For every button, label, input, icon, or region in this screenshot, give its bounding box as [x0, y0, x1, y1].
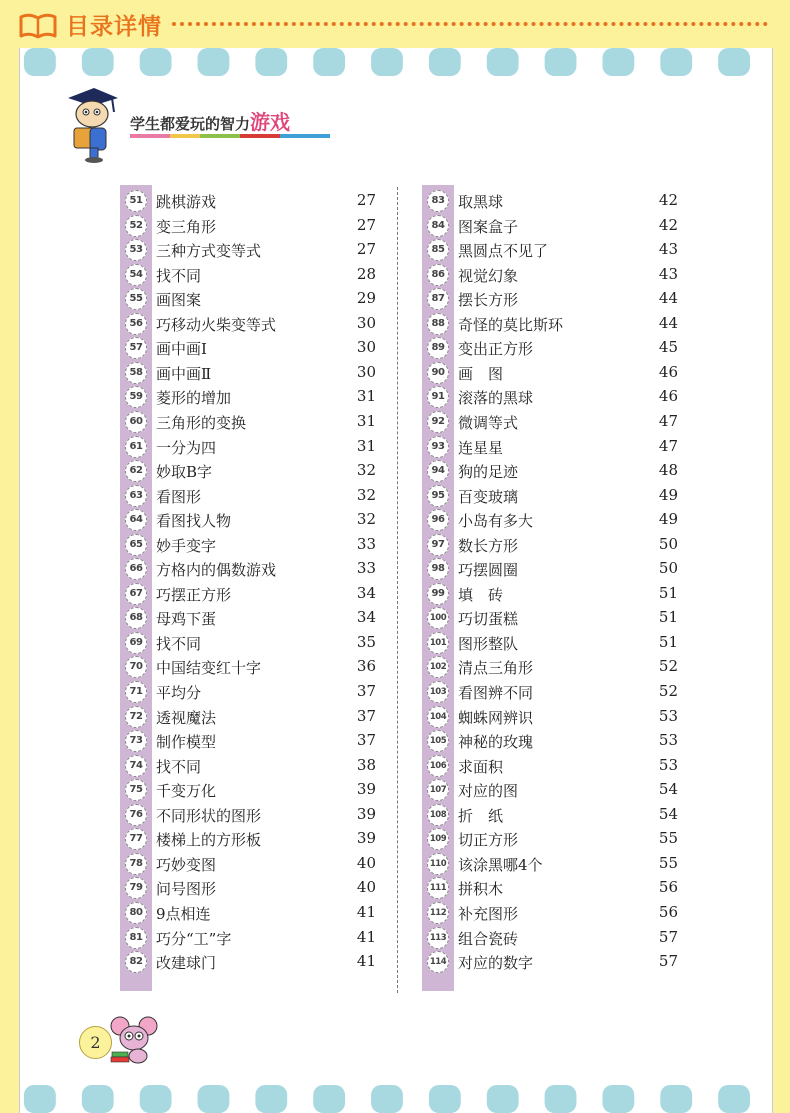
entry-page-number: 41 [356, 927, 376, 946]
toc-entry[interactable] [120, 459, 380, 483]
entry-number-badge: 114 [427, 951, 449, 973]
entry-title: 一分为四 [156, 438, 217, 457]
entry-number-badge: 107 [427, 779, 449, 801]
toc-entry[interactable] [120, 901, 380, 925]
entry-page-number: 47 [658, 411, 678, 430]
toc-entry[interactable] [422, 803, 682, 827]
toc-entry[interactable] [422, 484, 682, 508]
entry-title: 黑圆点不见了 [458, 242, 549, 261]
entry-number-badge: 60 [125, 411, 147, 433]
entry-title: 百变玻璃 [458, 487, 519, 506]
toc-entry[interactable] [120, 557, 380, 581]
entry-page-number: 51 [658, 632, 678, 651]
toc-entry[interactable] [422, 361, 682, 385]
entry-page-number: 55 [658, 829, 678, 848]
entry-page-number: 37 [356, 706, 376, 725]
logo-text-main: 学生都爱玩的智力 [130, 115, 251, 133]
entry-page-number: 27 [356, 191, 376, 209]
entry-number-badge: 92 [427, 411, 449, 433]
entry-page-number: 40 [356, 853, 376, 872]
entry-page-number: 53 [658, 731, 678, 750]
entry-number-badge: 77 [125, 828, 147, 850]
entry-title: 微调等式 [458, 413, 519, 432]
entry-title: 取黑球 [458, 193, 504, 211]
entry-page-number: 30 [356, 313, 376, 332]
entry-number-badge: 68 [125, 607, 147, 629]
entry-number-badge: 88 [427, 313, 449, 335]
header-dotted-rule [172, 22, 768, 26]
toc-entry[interactable] [120, 803, 380, 827]
entry-page-number: 54 [658, 780, 678, 799]
entry-number-badge: 95 [427, 485, 449, 507]
entry-number-badge: 103 [427, 681, 449, 703]
toc-entry[interactable] [120, 705, 380, 729]
entry-page-number: 50 [658, 559, 678, 578]
toc-entry[interactable] [120, 680, 380, 704]
entry-number-badge: 94 [427, 460, 449, 482]
toc-entry[interactable] [422, 287, 682, 311]
entry-page-number: 39 [356, 780, 376, 799]
entry-title: 清点三角形 [458, 659, 534, 678]
entry-title: 求面积 [458, 757, 504, 776]
toc-entry[interactable] [120, 214, 380, 238]
toc-entry[interactable] [422, 263, 682, 287]
entry-page-number: 31 [356, 411, 376, 430]
toc-entry[interactable] [120, 754, 380, 778]
toc-entry[interactable] [422, 214, 682, 238]
entry-title: 透视魔法 [156, 708, 217, 727]
toc-entry[interactable] [120, 926, 380, 950]
content-panel [19, 48, 773, 1113]
entry-page-number: 37 [356, 731, 376, 750]
entry-page-number: 57 [658, 952, 678, 971]
entry-page-number: 43 [658, 240, 678, 259]
entry-title: 画中画Ⅰ [156, 340, 207, 359]
entry-title: 中国结变红十字 [156, 659, 262, 678]
entry-title: 跳棋游戏 [156, 193, 217, 211]
entry-number-badge: 54 [125, 264, 147, 286]
toc-entry[interactable] [422, 189, 682, 213]
toc-entry[interactable] [120, 361, 380, 385]
entry-number-badge: 102 [427, 656, 449, 678]
toc-entry[interactable] [120, 827, 380, 851]
bottom-scallop-border [20, 1081, 772, 1113]
header [0, 0, 790, 48]
entry-number-badge: 97 [427, 534, 449, 556]
toc-entry[interactable] [120, 410, 380, 434]
entry-number-badge: 90 [427, 362, 449, 384]
toc-entry[interactable] [422, 705, 682, 729]
toc-entry[interactable] [422, 680, 682, 704]
entry-number-badge: 72 [125, 706, 147, 728]
entry-number-badge: 62 [125, 460, 147, 482]
entry-number-badge: 65 [125, 534, 147, 556]
entry-number-badge: 56 [125, 313, 147, 335]
toc-entry[interactable] [422, 655, 682, 679]
entry-number-badge: 59 [125, 386, 147, 408]
entry-title: 蜘蛛网辨识 [458, 708, 534, 727]
entry-page-number: 33 [356, 534, 376, 553]
entry-title: 方格内的偶数游戏 [156, 561, 277, 580]
entry-number-badge: 113 [427, 927, 449, 949]
entry-page-number: 27 [356, 240, 376, 259]
entry-page-number: 46 [658, 362, 678, 381]
toc-entry[interactable] [422, 385, 682, 409]
entry-number-badge: 104 [427, 706, 449, 728]
entry-title: 视觉幻象 [458, 266, 519, 285]
entry-number-badge: 108 [427, 804, 449, 826]
mouse-mascot-icon [108, 1014, 160, 1064]
toc-entry[interactable] [422, 435, 682, 459]
entry-page-number: 32 [356, 461, 376, 480]
entry-page-number: 28 [356, 264, 376, 283]
entry-number-badge: 80 [125, 902, 147, 924]
entry-title: 滚落的黑球 [458, 389, 534, 408]
entry-title: 巧分“工”字 [156, 929, 232, 948]
entry-title: 组合瓷砖 [458, 929, 519, 948]
toc-entry[interactable] [422, 533, 682, 557]
entry-number-badge: 91 [427, 386, 449, 408]
entry-number-badge: 76 [125, 804, 147, 826]
entry-number-badge: 86 [427, 264, 449, 286]
entry-page-number: 51 [658, 608, 678, 627]
entry-title: 填 砖 [458, 585, 504, 604]
entry-page-number: 55 [658, 853, 678, 872]
entry-title: 巧移动火柴变等式 [156, 315, 277, 334]
entry-number-badge: 78 [125, 853, 147, 875]
entry-page-number: 53 [658, 706, 678, 725]
entry-page-number: 41 [356, 952, 376, 971]
entry-number-badge: 100 [427, 607, 449, 629]
entry-title: 妙手变字 [156, 536, 217, 555]
entry-title: 妙取B字 [156, 463, 213, 482]
entry-page-number: 53 [658, 755, 678, 774]
entry-page-number: 51 [658, 583, 678, 602]
entry-number-badge: 71 [125, 681, 147, 703]
toc-entry[interactable] [120, 950, 380, 974]
entry-page-number: 42 [658, 191, 678, 209]
toc-entry[interactable] [422, 926, 682, 950]
toc-entry[interactable] [120, 189, 380, 213]
top-scallop-border [20, 48, 772, 80]
toc-entry[interactable] [120, 385, 380, 409]
entry-page-number: 37 [356, 682, 376, 700]
entry-page-number: 49 [658, 510, 678, 529]
entry-page-number: 49 [658, 485, 678, 504]
entry-number-badge: 85 [427, 239, 449, 261]
toc-entry[interactable] [422, 459, 682, 483]
entry-page-number: 34 [356, 583, 376, 602]
entry-page-number: 36 [356, 657, 376, 676]
toc-entry[interactable] [120, 484, 380, 508]
entry-title: 母鸡下蛋 [156, 610, 217, 629]
entry-number-badge: 79 [125, 877, 147, 899]
entry-page-number: 40 [356, 878, 376, 897]
entry-number-badge: 81 [125, 927, 147, 949]
entry-title: 狗的足迹 [458, 463, 519, 482]
entry-page-number: 44 [658, 289, 678, 308]
entry-page-number: 52 [658, 682, 678, 700]
toc-entry[interactable] [120, 508, 380, 532]
entry-page-number: 35 [356, 632, 376, 651]
entry-number-badge: 69 [125, 632, 147, 654]
entry-title: 该涂黑哪4个 [458, 855, 543, 874]
entry-page-number: 34 [356, 608, 376, 627]
toc-entry[interactable] [120, 533, 380, 557]
entry-number-badge: 53 [125, 239, 147, 261]
toc-entry[interactable] [120, 729, 380, 753]
toc-entry[interactable] [120, 852, 380, 876]
entry-number-badge: 84 [427, 215, 449, 237]
entry-page-number: 43 [658, 264, 678, 283]
entry-page-number: 46 [658, 387, 678, 406]
entry-title: 小岛有多大 [458, 512, 534, 531]
entry-title: 找不同 [156, 266, 202, 285]
toc-entry[interactable] [120, 435, 380, 459]
toc-entry[interactable] [120, 876, 380, 900]
entry-title: 连星星 [458, 438, 504, 457]
entry-number-badge: 64 [125, 509, 147, 531]
entry-title: 看图辨不同 [458, 684, 534, 702]
logo-color-bar [130, 134, 330, 138]
toc-entry[interactable] [422, 827, 682, 851]
entry-title: 看图形 [156, 487, 202, 506]
book-logo [60, 84, 320, 194]
entry-page-number: 56 [658, 878, 678, 897]
entry-title: 数长方形 [458, 536, 519, 555]
logo-text [130, 106, 290, 135]
entry-number-badge: 87 [427, 288, 449, 310]
entry-title: 看图找人物 [156, 512, 232, 531]
entry-page-number: 31 [356, 436, 376, 455]
entry-number-badge: 55 [125, 288, 147, 310]
entry-title: 对应的数字 [458, 954, 534, 973]
entry-title: 改建球门 [156, 954, 217, 973]
entry-number-badge: 61 [125, 436, 147, 458]
toc-entry[interactable] [120, 336, 380, 360]
entry-title: 画图案 [156, 291, 202, 310]
entry-page-number: 48 [658, 461, 678, 480]
entry-number-badge: 70 [125, 656, 147, 678]
toc-entry[interactable] [422, 852, 682, 876]
entry-number-badge: 99 [427, 583, 449, 605]
entry-title: 平均分 [156, 684, 202, 702]
entry-title: 奇怪的莫比斯环 [458, 315, 564, 334]
toc-entry[interactable] [120, 606, 380, 630]
toc-entry[interactable] [422, 754, 682, 778]
entry-title: 9点相连 [156, 904, 211, 923]
toc-entry[interactable] [120, 631, 380, 655]
entry-page-number: 31 [356, 387, 376, 406]
toc-entry[interactable] [422, 582, 682, 606]
toc-entry[interactable] [422, 238, 682, 262]
entry-page-number: 32 [356, 510, 376, 529]
toc-entry[interactable] [422, 606, 682, 630]
entry-number-badge: 112 [427, 902, 449, 924]
entry-title: 折 纸 [458, 806, 504, 825]
entry-title: 摆长方形 [458, 291, 519, 310]
entry-page-number: 47 [658, 436, 678, 455]
toc-entry[interactable] [422, 729, 682, 753]
page-number: 2 [79, 1026, 112, 1059]
entry-number-badge: 75 [125, 779, 147, 801]
entry-page-number: 52 [658, 657, 678, 676]
toc-entry[interactable] [120, 582, 380, 606]
toc-entry[interactable] [422, 312, 682, 336]
column-divider [397, 187, 398, 993]
entry-title: 菱形的增加 [156, 389, 232, 408]
entry-page-number: 38 [356, 755, 376, 774]
entry-page-number: 44 [658, 313, 678, 332]
toc-entry[interactable] [120, 238, 380, 262]
toc-entry[interactable] [422, 410, 682, 434]
entry-number-badge: 111 [427, 877, 449, 899]
entry-title: 制作模型 [156, 733, 217, 752]
entry-page-number: 30 [356, 362, 376, 381]
toc-entry[interactable] [120, 312, 380, 336]
entry-number-badge: 51 [125, 190, 147, 212]
entry-title: 画中画Ⅱ [156, 364, 212, 383]
entry-number-badge: 67 [125, 583, 147, 605]
entry-title: 楼梯上的方形板 [156, 831, 262, 850]
entry-number-badge: 82 [125, 951, 147, 973]
entry-title: 图案盒子 [458, 217, 519, 236]
entry-number-badge: 96 [427, 509, 449, 531]
entry-number-badge: 98 [427, 558, 449, 580]
logo-text-emphasis: 游戏 [250, 110, 291, 134]
entry-title: 三角形的变换 [156, 413, 247, 432]
open-book-icon [19, 13, 57, 39]
entry-number-badge: 106 [427, 755, 449, 777]
entry-page-number: 56 [658, 902, 678, 921]
entry-page-number: 50 [658, 534, 678, 553]
entry-number-badge: 110 [427, 853, 449, 875]
entry-title: 巧摆圆圈 [458, 561, 519, 580]
entry-title: 巧切蛋糕 [458, 610, 519, 629]
entry-number-badge: 74 [125, 755, 147, 777]
entry-number-badge: 93 [427, 436, 449, 458]
entry-number-badge: 83 [427, 190, 449, 212]
toc-entry[interactable] [422, 901, 682, 925]
toc-entry[interactable] [422, 557, 682, 581]
entry-number-badge: 105 [427, 730, 449, 752]
entry-title: 不同形状的图形 [156, 806, 262, 825]
toc-entry[interactable] [120, 263, 380, 287]
entry-title: 画 图 [458, 364, 504, 383]
toc-entry[interactable] [120, 287, 380, 311]
page-title: 目录详情 [66, 14, 162, 40]
entry-page-number: 39 [356, 829, 376, 848]
entry-page-number: 45 [658, 338, 678, 357]
entry-number-badge: 73 [125, 730, 147, 752]
entry-number-badge: 58 [125, 362, 147, 384]
entry-title: 补充图形 [458, 904, 519, 923]
toc-entry[interactable] [422, 778, 682, 802]
entry-title: 拼积木 [458, 880, 504, 899]
entry-number-badge: 101 [427, 632, 449, 654]
toc-entry[interactable] [422, 336, 682, 360]
entry-page-number: 39 [356, 804, 376, 823]
toc-column-right [422, 185, 752, 991]
scholar-mascot-icon [60, 84, 120, 164]
entry-title: 巧妙变图 [156, 855, 217, 874]
entry-title: 三种方式变等式 [156, 242, 262, 261]
entry-title: 千变万化 [156, 782, 217, 801]
toc-entry[interactable] [422, 950, 682, 974]
entry-page-number: 42 [658, 215, 678, 234]
toc-entry[interactable] [120, 655, 380, 679]
entry-page-number: 33 [356, 559, 376, 578]
entry-number-badge: 89 [427, 337, 449, 359]
entry-title: 切正方形 [458, 831, 519, 850]
entry-page-number: 27 [356, 215, 376, 234]
entry-number-badge: 52 [125, 215, 147, 237]
entry-number-badge: 66 [125, 558, 147, 580]
entry-number-badge: 109 [427, 828, 449, 850]
entry-title: 找不同 [156, 757, 202, 776]
entry-title: 对应的图 [458, 782, 519, 801]
entry-title: 找不同 [156, 634, 202, 653]
toc-entry[interactable] [422, 631, 682, 655]
entry-page-number: 54 [658, 804, 678, 823]
toc-entry[interactable] [422, 508, 682, 532]
entry-page-number: 29 [356, 289, 376, 308]
entry-title: 图形整队 [458, 634, 519, 653]
entry-title: 变三角形 [156, 217, 217, 236]
entry-title: 问号图形 [156, 880, 217, 899]
entry-page-number: 57 [658, 927, 678, 946]
entry-page-number: 30 [356, 338, 376, 357]
toc-column-left [120, 185, 450, 991]
entry-number-badge: 63 [125, 485, 147, 507]
entry-page-number: 41 [356, 902, 376, 921]
entry-number-badge: 57 [125, 337, 147, 359]
toc-entry[interactable] [120, 778, 380, 802]
entry-page-number: 32 [356, 485, 376, 504]
toc-entry[interactable] [422, 876, 682, 900]
entry-title: 巧摆正方形 [156, 585, 232, 604]
entry-title: 神秘的玫瑰 [458, 733, 534, 752]
entry-title: 变出正方形 [458, 340, 534, 359]
